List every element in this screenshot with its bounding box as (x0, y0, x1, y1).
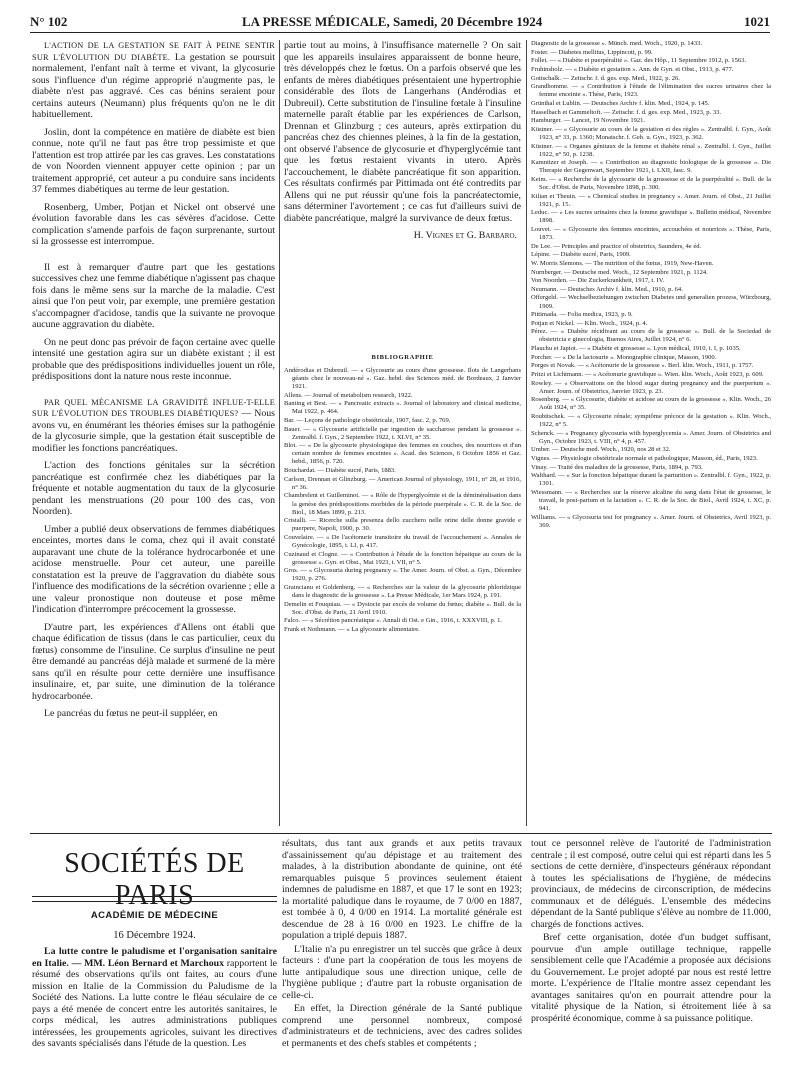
bibliography-entry: Bauer. — « Glycosurie artificielle par ingestion de saccharose pendant la grossesse ». Zentralbl. f. Gyn., 2 Septembre 1922, t. XLVI, n° 35. (284, 425, 521, 441)
paragraph-text: rapportent le résumé des observations qu'ils ont faites, au cours d'une mission en Italie de la Commission du Paludisme de la Société des Nations. La lutte contre le fléau séculaire de ce pays a été menée de concert entre les autorités sanitaires, le corps médical, les autres administrations publiques intéressées, les groupements agricoles, suivant les directives des savants spécialisés dans l'étude de la question. Les (32, 957, 277, 1049)
bibliography-entry: Pittimada. — Folia medica, 1923, p. 9. (531, 311, 633, 319)
bibliography-entry: Graincianu et Goldenberg. — « Recherches sur la valeur de la glycosurie phloridzique dans le diagnostic de la grossesse ». La Presse Médicale, 1er Mars 1924, p. 191. (284, 583, 521, 599)
bibliography-entry: Pritzi et Lichtmann. — « Acétonurie gravidique ». Wien. klin. Woch., Août 1923, p. 609. (531, 371, 764, 379)
bibliography-entry: Diagnostic de la grossesse ». Münch. med. Woch., 1920, p. 1433. (531, 40, 703, 47)
bibliography-entry: Lépine. — Diabète sucré, Paris, 1909. (531, 251, 631, 259)
bibliography-entry: Follet. — « Diabète et puerpéralité ». Gaz. des Hôp., 11 Septembre 1912, p. 1563. (531, 57, 747, 65)
paragraph: D'autre part, les expériences d'Allens ont établi que chaque édification de tissus (dans le cas particulier, ceux du fœtus) consomme de l'insuline. Ce surplus d'insuline ne peut être demandé au pancréas déjà malade et surmené de la mère sans qu'il en résulte pour cette dernière une insuffisance insulinaire, et, par suite, une diminution de la tolérance hydrocarbonée. (32, 621, 275, 702)
bibliography-entry: Bar. — Leçons de pathologie obstétricale, 1907, fasc. 2, p. 769. (284, 417, 451, 425)
bibliography-entry: Frank et Nothmann. — « La glycosurie alimentaire. (284, 625, 420, 633)
bibliography-entry: Falco. — « Sécrétion pancréatique ». Annali di Ost. e Gin., 1916, t. XXXVIII, p. 1. (284, 617, 503, 625)
bibliography-entry: Rosenberg. — « Glycosurie, diabète et acidose au cours de la grossesse ». Klin. Woch., 26 Août 1924, n° 35. (531, 396, 771, 412)
paragraph: Joslin, dont la compétence en matière de diabète est bien connue, note qu'il ne faut pas être trop pessimiste et que l'attention est trop attirée par les cas graves. Les constatations de von Noorden viennent appuyer cette opinion ; par un traitement approprié, cet auteur a pu conduire sans incidents 37 femmes diabétiques au terme de leur gestation. (32, 126, 275, 195)
bibliography-entry: Vinay. — Traité des maladies de la grossesse, Paris, 1894, p. 793. (531, 463, 703, 471)
bibliography-entry: Fruhinsholz. — « Diabète et gestation ». Ann. de Gyn. et Obst., 1913, p. 477. (531, 65, 734, 73)
academy-heading: ACADÉMIE DE MÉDECINE (90, 910, 219, 921)
bibliography-entry: Louvet. — « Glycosurie des femmes enceintes, accouchées et nourrices ». Thèse, Paris, 1873. (531, 225, 771, 241)
bibliography-entry: Hasselbach et Gammeltoft. — Zeitschr. f. d. ges. exp. Med., 1923, p. 33. (531, 108, 722, 116)
bibliography-entry: Bouchardat. — Diabète sucré, Paris, 1883. (284, 467, 396, 475)
paragraph: L'action des fonctions génitales sur la sécrétion pancréatique est confirmée chez les diabétiques par la fréquente et notable augmentation du taux de la glycosurie pendant les menstruations (20 pour 100 des cas, von Noorden). (32, 460, 275, 517)
bibliography-entry: Roubitschek. — « Glycosurie rénale; symptôme précoce de la gestation ». Klin. Woch., 1922, n° 5. (531, 413, 771, 429)
bibliography-column-3 (531, 40, 771, 826)
paragraph: partie tout au moins, à l'insuffisance maternelle ? On sait que les appareils insulaires apparaissent de bonne heure, très développés chez le fœtus. On a parfois observé que les enfants de mères diabétiques présentaient une hypertrophie considérable des îlots de Langerhans (Andérodias et Dubreuil). Cette substitution de l'insuline fœtale à l'insuline maternelle paraît établie par les expériences de Carlson, Drennan et Glinzburg ; ces auteurs, après extirpation du pancréas chez des chiennes pleines, à la fin de la gestation, ont observé l'absence de glycosurie et d'hyperglycémie tant que les fœtus restaient vivants in utero. Après l'accouchement, le diabète pancréatique fit son apparition. Ces résultats confirmés par Pittimada ont été contredits par Allens qui ne put réussir qu'une fois la pancréatectomie, sans déterminer l'avortement ; ce cas fut d'ailleurs suivi de diabète pancréatique, malgré la survivance de deux fœtus. (284, 40, 521, 224)
bibliography-entry: Küstner. — « Organes génitaux de la femme et diabète rénal ». Zentralbl. f. Gyn., Juillet 1922, n° 50, p. 1238. (531, 142, 771, 158)
bibliography-title: BIBLIOGRAPHIE (371, 354, 434, 361)
bibliography-entry: Nurnberger. — Deutsche med. Woch., 12 Septembre 1921, p. 1124. (531, 268, 708, 276)
paragraph: En effet, la Direction générale de la Santé publique comprend une personnel nombreux, composé d'administrateurs et de techniciens, avec des cadres solides et permanents et des chefs stables et compétents ; (282, 1003, 522, 1049)
lead-caps: L'ACTION DE LA GESTATION SE FAIT À PEINE SENTIR SUR L'ÉVOLUTION DU DIABÈTE. (32, 41, 275, 62)
column-rule (526, 40, 527, 826)
paragraph-text: — Nous avons vu, en énumérant les théories émises sur la pathogénie de la glycosurie simple, que la gestation était susceptible de modifier les fonctions pancréatiques. (32, 408, 275, 454)
session-date: 16 Décembre 1924. (113, 930, 196, 941)
paragraph: L'Italie n'a pu enregistrer un tel succès que grâce à deux facteurs : d'une part la coopération de tous les moyens de lutte antipaludique sous une direction unique, celle de l'hygiène publique ; d'autre part la robuste organisation de celle-ci. (282, 943, 522, 1001)
bibliography-entry: Grandhomme. — « Contribution à l'étude de l'élimination des sucres urinaires chez la femme enceinte ». Thèse, Paris, 1923. (531, 83, 771, 99)
page-number: 1021 (744, 14, 770, 29)
bibliography-entry: Neumann. — Deutsches Archiv f. klin. Med., 1910, p. 64. (531, 285, 683, 293)
bibliography-entry: Keim. — « Recherche de la glycosurie de la grossesse et de la puerpéralité ». Bull. de la Soc. d'Obst. de Paris, Novembre 1898, p. 300. (531, 175, 771, 191)
paragraph: résultats, dus tant aux grands et aux petits travaux d'assainissement qu'au dépistage et au traitement des malades, à la distribution abondante de quinine, ont été remarquables puisque 5 provinces seulement étaient indemnes de paludisme en 1887, et que 17 le sont en 1923; la mortalité paludique dans le royaume, de 7 0/00 en 1887, est tombée à 0, 4 0/00 en 1914. La mortalité générale est descendue de 28 à 16 0/00 en 1923. Le chiffre de la population a triplé depuis 1887. (282, 838, 522, 941)
paragraph (32, 946, 277, 1050)
bibliography-entry: Demelin et Fouquiau. — « Dystocie par excès de volume du fœtus; diabète ». Bull. de la Soc. d'Obst. de Paris, 21 Avril 1910. (284, 600, 521, 616)
bibliography-entry: Kamnitzer et Joseph. — « Contribution au diagnostic biologique de la grossesse ». Die Therapie der Gegenwart, Septembre 1921, t. LXII, fasc. 9. (531, 159, 771, 175)
paragraph: Bref cette organisation, dotée d'un budget suffisant, pourvue d'un ample outillage technique, rappelle sensiblement celle que l'Académie a proposée aux décisions du Gouvernement. Le projet adopté par nous est resté lettre morte. L'expérience de l'Italie montre assez cependant les avantages sanitaires qu'on en pourrait attendre pour la vitalité physique de la Nation, si étroitement liée à sa prospérité économique, comme à sa puissance politique. (531, 932, 771, 1024)
paragraph (32, 40, 275, 121)
bibliography-entry: Walthard. — « Sur la fonction hépatique durant la parturition ». Zentralbl. f. Gyn., 1922, p. 1301. (531, 472, 771, 488)
paragraph: Rosenberg, Umber, Potjan et Nickel ont observé une évolution favorable dans les cas sévères d'acidose. Cette complication s'amende parfois de façon surprenante, surtout si la grossesse est interrompue. (32, 201, 275, 247)
paragraph-text: La gestation se poursuit normalement, l'enfant naît à terme et vivant, la glycosurie sous l'influence d'un régime approprié n'augmente pas, le diabète n'est pas aggravé. Ces cas bénins seraient pour certains auteurs (Neumann) plus fréquents qu'on ne le dit habituellement. (32, 51, 275, 120)
paragraph: On ne peut donc pas prévoir de façon certaine avec quelle intensité une gestation agira sur un diabète existant ; il est probable que des prédispositions individuelles jouent un rôle, prédispositions dont la nature nous reste inconnue. (32, 336, 275, 382)
bibliography-entry: De Lee. — Principles and practice of obstetrics, Saunders, 4e éd. (531, 242, 702, 250)
paragraph: Il est à remarquer d'autre part que les gestations successives chez une femme diabétique n'agissent pas chaque fois dans le même sens sur la marche de la maladie. C'est ainsi que l'on peut voir, par exemple, une première gestation s'accompagner d'acidose, tandis que la suivante ne provoque aucune aggravation du diabète. (32, 261, 275, 330)
bibliography-entry: Offergeld. — Wechselbeziehungen zwischen Diabetes und generalien prozess, Würzbourg, 1909. (531, 294, 771, 310)
bibliography-entry: Cuzinaud et Clogne. — « Contribution à l'étude de la fonction hépatique au cours de la grossesse ». Gyn. et Obst., Mai 1923, t. VII, n° 5. (284, 550, 521, 566)
bibliography-entry: Küstner. — « Glycosurie au cours de la gestation et des règles ». Zentralbl. f. Gyn., Août 1923, n° 33, p. 1360; Monatschr. f. Geb. u. Gyn., 1923, p. 362. (531, 125, 771, 141)
journal-name: LA PRESSE MÉDICALE, (242, 14, 390, 29)
page-header (30, 12, 770, 33)
bibliography-entry: Blot. — « De la glycosurie physiologique des femmes en couches, des nourrices et d'un certain nombre de femmes enceintes ». Acad. des Sciences, 6 Octobre 1856 et Gaz. hebd., 1856, p. 720. (284, 442, 521, 466)
bibliography-entry: Porges et Novak. — « Acétonurie de la grossesse ». Berl. klin. Woch., 1911, p. 1757. (531, 362, 754, 370)
bibliography-entry: Leduc. — « Les sucres urinaires chez la femme gravidique ». Bulletin médical, Novembre 1898. (531, 209, 771, 225)
bibliography-entry: Banting et Best. — « Pancreatic extracts ». Journal of laboratory and clinical medicine, Mai 1922, p. 464. (284, 400, 521, 416)
article-column-1 (32, 40, 275, 820)
societes-column-1 (32, 946, 277, 1078)
bibliography-entry: Andérodias et Dubreuil. — « Glycosurie au cours d'une grossesse. Ilots de Langerhans géants chez le nouveau-né ». Gaz. hebd. des Sciences méd. de Bordeaux, 2 Janvier 1921. (284, 367, 521, 391)
societes-column-2 (282, 838, 522, 1078)
section-rule (30, 833, 772, 834)
article-column-2 (284, 40, 521, 352)
paragraph (32, 397, 275, 455)
article-signature: H. Vignes et G. Barbaro. (413, 230, 517, 241)
bibliography-entry: Couvelaire. — « De l'acétonurie transitoire du travail de l'accouchement ». Annales de Gynécologie, 1895, t. LI, p. 417. (284, 533, 521, 549)
bibliography-entry: Pérez. — « Diabète récidivant au cours de la grossesse ». Bull. de la Sociedad de obstetricia e ginecologia, Buenos Aires, Juillet 1924, n° 6. (531, 328, 771, 344)
bibliography-entry: Kilian et Theuin. — « Chemical studies in pregnancy ». Amer. Journ. of Obst., 21 Juillet 1921, p. 15. (531, 192, 771, 208)
bibliography-entry: Gottschalk. — Zeitschr. f. d. ges. exp. Med., 1922, p. 26. (531, 74, 680, 82)
bibliography-entry: Allens. — Journal of metabolism research, 1922. (284, 391, 413, 399)
journal-title (242, 14, 542, 30)
paragraph: Le pancréas du fœtus ne peut-il suppléer, en (44, 708, 218, 719)
bibliography-entry: Umber. — Deutsche med. Woch., 1920, nos 28 et 32. (531, 446, 671, 454)
bibliography-entry: Chambrelent et Guilleminot. — « Rôle de l'hyperglycémie et de la déminéralisation dans la genèse des prédispositions morbides de la période puerpérale ». C. R. de la Soc. de Biol., 18 Mars 1899, p. 213. (284, 492, 521, 516)
bibliography-entry: Grünthal et Lublin. — Deutsches Archiv f. klin. Med., 1924, p. 145. (531, 99, 710, 107)
report-lead: La lutte contre le paludisme et l'organisation sanitaire en Italie. — MM. Léon Bernard et Marchoux (32, 946, 277, 969)
bibliography-entry: Potjan et Nickel. — Klin. Woch., 1924, p. 4. (531, 319, 648, 327)
bibliography-entry: Wiessmann. — « Recherches sur la réserve alcaline du sang dans l'état de grossesse, le travail, le post-partum et la lactation ». C. R. de la Soc. de Biol., Avril 1924, t. XC, p. 941. (531, 489, 771, 513)
bibliography-entry: Schenck. — « Pregnancy glycosuria with hyperglycemia ». Amer. Journ. of Obstetrics and Gyn., Octobre 1923, t. VIII, n° 4, p. 457. (531, 429, 771, 445)
title-rule (32, 896, 277, 902)
paragraph: Umber a publié deux observations de femmes diabétiques enceintes, mortes dans le coma, chez qui il avait constaté auparavant une chute de la tolérance hydrocarbonée et une acidose menstruelle. Pour cet auteur, une pareille constatation est la preuve de l'aggravation du diabète sous l'influence des modifications de la sécrétion ovarienne ; elle a une valeur pronostique non douteuse et pose même l'indication d'interrompre précocement la grossesse. (32, 523, 275, 615)
bibliography-entry: Gros. — « Glycosuria during pregnancy ». The Amer. Journ. of Obst. a. Gyn., Décembre 1920, p. 276. (284, 567, 521, 583)
issue-number: N° 102 (30, 14, 68, 29)
bibliography-entry: Plauchu et Japiot. — « Diabète et grossesse ». Lyon médical, 1910, t. I, p. 1035. (531, 345, 741, 353)
bibliography-entry: Foster. — Diabetes mellitus, Lippincott, p. 99. (531, 48, 653, 56)
column-rule (279, 40, 280, 826)
bibliography-column-2 (284, 367, 521, 827)
bibliography-entry: Rowley. — « Observations on the blood sugar during pregnancy and the puerperium ». Amer. Journ. of Obstetrics, Janvier 1923, p. 23. (531, 379, 771, 395)
bibliography-entry: Cristalli. — Ricerche sulla presenza dello zucchero nelle orine delle donne gravide e puerpere, Napoli, 1900, p. 30. (284, 517, 521, 533)
bibliography-entry: Williams. — « Glycosuria test for pregnancy ». Amer. Journ. of Obstetrics, Avril 1923, p. 369. (531, 513, 771, 529)
bibliography-entry: Porcher. — « De la lactosurie ». Monographie clinique, Masson, 1900. (531, 353, 717, 361)
paragraph: tout ce personnel relève de l'autorité de l'administration centrale ; il est composé, outre celui qui est réparti dans les 5 sections de cette dernière, d'inspecteurs généraux répondant à toutes les spécialisations de l'hygiène, de médecins provinciaux, de médecins de circonscription, de médecins communaux et de délégués. L'ensemble des médecins dépendant de la Santé publique s'élève au nombre de 11.000, chargés de fonctions actives. (531, 838, 771, 930)
societes-column-3 (531, 838, 771, 1078)
bibliography-entry: W. Morris Slemons. — The nutrition of the fœtus, 1919, New-Haven. (531, 259, 714, 267)
issue-date: Samedi, 20 Décembre 1924 (392, 14, 543, 29)
bibliography-entry: Hamburger. — Lancet, 19 Novembre 1921. (531, 117, 646, 125)
bibliography-entry: Von Noorden. — Die Zuckerkrankheit, 1917, t. IV. (531, 277, 665, 285)
section-question: PAR QUEL MÉCANISME LA GRAVIDITÉ INFLUE-T-ELLE SUR L'ÉVOLUTION DES TROUBLES DIABÉTIQUES? (32, 397, 275, 418)
bibliography-entry: Vignes. — Physiologie obstétricale normale et pathologique, Masson, éd., Paris, 1923. (531, 455, 758, 463)
bibliography-entry: Carlson, Drennan et Glinzburg. — American Journal of physiology, 1911, n° 28, et 1916, n° 36. (284, 475, 521, 491)
section-title: SOCIÉTÉS DE PARIS (64, 848, 245, 911)
